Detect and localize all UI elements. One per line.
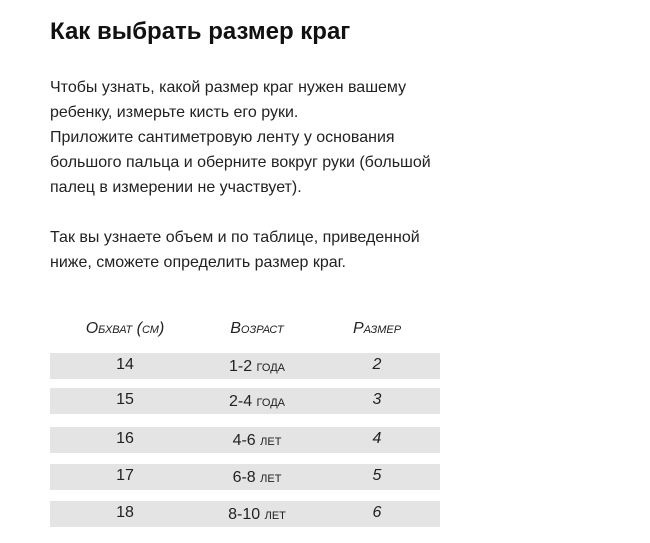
cell-size: 5 xyxy=(372,467,382,484)
cell-age: 2-4 года xyxy=(228,393,285,410)
instruction-line: Приложите сантиметровую ленту у основания xyxy=(50,129,395,146)
cell-age: 8-10 лет xyxy=(228,506,286,523)
table-row xyxy=(50,353,440,379)
cell-age: 1-2 года xyxy=(228,358,285,375)
page-title: Как выбрать размер краг xyxy=(50,18,351,45)
instruction-line: большого пальца и оберните вокруг руки (большой xyxy=(50,154,431,171)
table-header xyxy=(50,318,440,346)
instruction-line: палец в измерении не участвует). xyxy=(50,179,302,196)
table-row xyxy=(50,427,440,453)
cell-girth: 17 xyxy=(116,467,134,484)
instructions-text xyxy=(50,75,470,275)
header-girth: Обхват (см) xyxy=(85,320,165,337)
instruction-line: Чтобы узнать, какой размер краг нужен вашему xyxy=(50,79,407,96)
size-table xyxy=(50,318,440,523)
cell-age: 6-8 лет xyxy=(232,469,282,486)
cell-age: 4-6 лет xyxy=(232,432,282,449)
cell-size: 6 xyxy=(372,504,382,521)
table-row xyxy=(50,464,440,490)
cell-size: 2 xyxy=(372,356,382,373)
instruction-line: Так вы узнаете объем и по таблице, приведенной xyxy=(50,229,420,246)
table-row xyxy=(50,388,440,414)
paragraph-gap xyxy=(50,200,470,225)
cell-girth: 18 xyxy=(116,504,134,521)
header-age: Возраст xyxy=(230,320,284,337)
cell-size: 3 xyxy=(372,391,382,408)
cell-size: 4 xyxy=(372,430,382,447)
table-row xyxy=(50,501,440,527)
cell-girth: 14 xyxy=(116,356,134,373)
instruction-line: ребенку, измерьте кисть его руки. xyxy=(50,104,299,121)
cell-girth: 15 xyxy=(116,391,134,408)
instruction-line: ниже, сможете определить размер краг. xyxy=(50,254,346,271)
cell-girth: 16 xyxy=(116,430,134,447)
header-size: Размер xyxy=(352,320,402,337)
